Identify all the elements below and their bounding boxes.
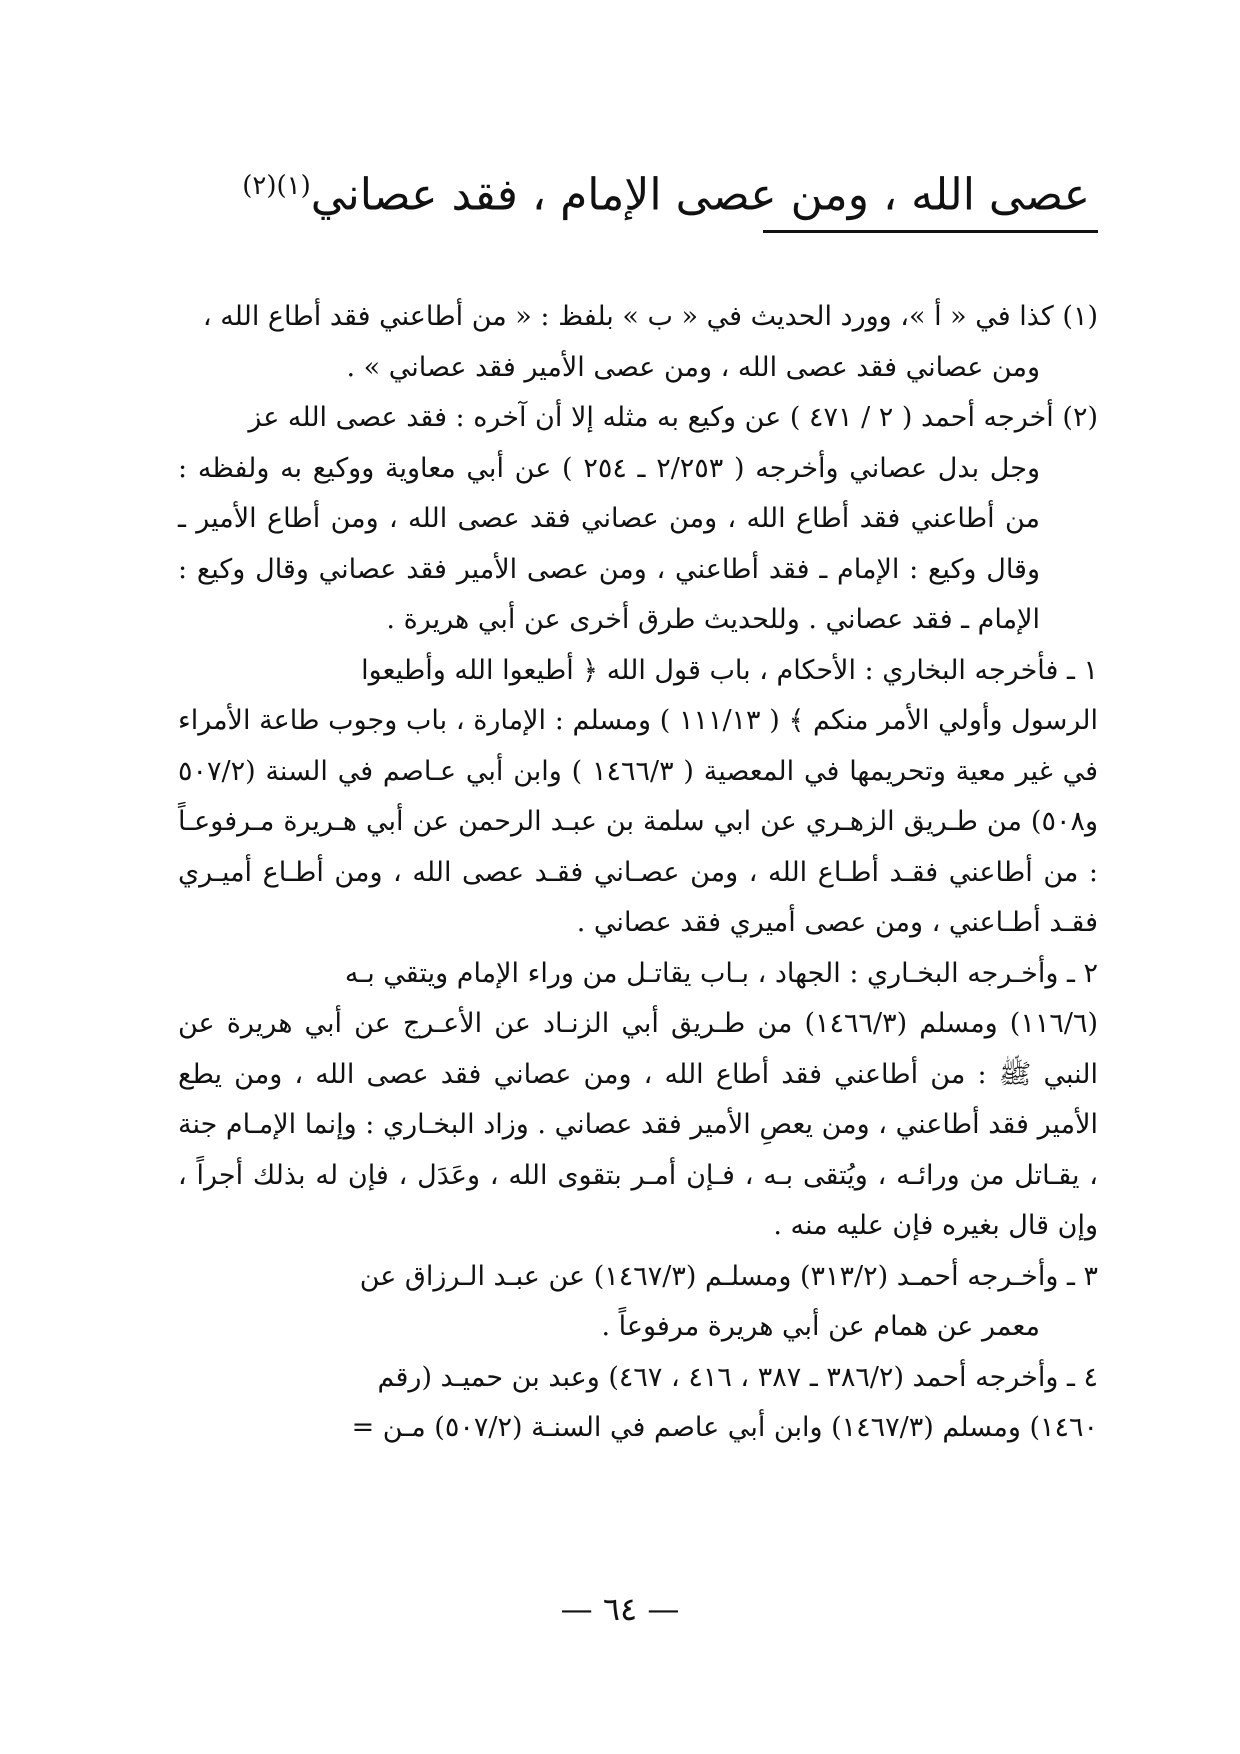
footnote-first-line: أخرجه أحمد ( ٢ / ٤٧١ ) عن وكيع به مثله إلا أن آخره : فقد عصى الله عز xyxy=(248,402,1054,433)
footnote-separator xyxy=(763,230,1098,233)
source-item-first-line: ١ ـ فأخرجه البخاري : الأحكام ، باب قول الله ﴿ أطيعوا الله وأطيعوا xyxy=(361,654,1098,686)
source-item-continuation: ١٤٦٠) ومسلم (١٤٦٧/٣) وابن أبي عاصم في السنـة (٥٠٧/٢) مـن = xyxy=(351,1412,1098,1443)
footnote-refs: (١)(٢) xyxy=(242,171,311,201)
source-item-4 xyxy=(178,1353,1098,1454)
footnote-continuation: ومن عصاني فقد عصى الله ، ومن عصى الأمير فقد عصاني » . xyxy=(346,351,1040,383)
footnote-number: (٢) xyxy=(1062,402,1098,433)
source-item-first-line: ٤ ـ وأخرجه أحمد (٣٨٦/٢ ـ ٣٨٧ ، ٤١٦ ، ٤٦٧) وعبد بن حميـد (رقم xyxy=(377,1361,1098,1393)
source-item-3 xyxy=(178,1252,1098,1353)
source-item-1 xyxy=(178,646,1098,949)
footnotes-section xyxy=(178,292,1098,1454)
footnote-first-line: كذا في « أ »، وورد الحديث في « ب » بلفظ : « من أطاعني فقد أطاع الله ، xyxy=(202,301,1054,332)
source-item-continuation: معمر عن همام عن أبي هريرة مرفوعاً . xyxy=(601,1311,1040,1342)
footnote-1 xyxy=(178,292,1098,393)
main-text: عصى الله ، ومن عصى الإمام ، فقد عصاني xyxy=(310,169,1090,221)
footnote-2 xyxy=(178,393,1098,646)
source-item-first-line: ٣ ـ وأخـرجه أحمـد (٣١٣/٢) ومسلـم (١٤٦٧/٣) عن عبـد الـرزاق عن xyxy=(359,1260,1098,1292)
main-text-line xyxy=(190,150,1090,232)
footnote-continuation: وجل بدل عصاني وأخرجه ( ٢/٢٥٣ ـ ٢٥٤ ) عن أبي معاوية ووكيع به ولفظه : من أطاعني فقد أطاع الله ، ومن عصاني فقد عصى الله ، ومن أطاع الأمير ـ وقال وكيع : الإمام ـ فقد أطاعني ، ومن عصى الأمير فقد عصاني وقال وكيع : الإمام ـ فقد عصاني . وللحديث طرق أخرى عن أبي هريرة . xyxy=(178,452,1040,635)
source-item-2 xyxy=(178,949,1098,1252)
source-item-continuation: الرسول وأولي الأمر منكم ﴾ ( ١١١/١٣ ) ومسلم : الإمارة ، باب وجوب طاعة الأمراء في غير معية وتحريمها في المعصية ( ١٤٦٦/٣ ) وابن أبي عـاصم في السنة (٥٠٧/٢ و٥٠٨) من طـريق الزهـري عن ابي سلمة بن عبـد الرحمن عن أبي هـريرة مـرفوعـاً : من أطاعني فقـد أطـاع الله ، ومن عصـاني فقـد عصى الله ، ومن أطـاع أميـري فقـد أطـاعني ، ومن عصى أميري فقد عصاني . xyxy=(178,705,1098,938)
source-item-first-line: ٢ ـ وأخـرجه البخـاري : الجهاد ، بـاب يقاتـل من وراء الإمام ويتقي بـه xyxy=(344,957,1098,989)
source-item-continuation: (١١٦/٦) ومسلم (١٤٦٦/٣) من طـريق أبي الزنـاد عن الأعـرج عن أبي هريرة عن النبي ﷺ : من أطاعني فقد أطاع الله ، ومن عصاني فقد عصى الله ، ومن يطع الأمير فقد أطاعني ، ومن يعصِ الأمير فقد عصاني . وزاد البخـاري : وإنما الإمـام جنة ، يقـاتل من ورائـه ، ويُتقى بـه ، فـإن أمـر بتقوى الله ، وعَدَل ، فإن له بذلك أجراً ، وإن قال بغيره فإن عليه منه . xyxy=(178,1008,1098,1241)
page-number: — ٦٤ — xyxy=(560,1590,680,1628)
footnote-number: (١) xyxy=(1062,301,1098,332)
